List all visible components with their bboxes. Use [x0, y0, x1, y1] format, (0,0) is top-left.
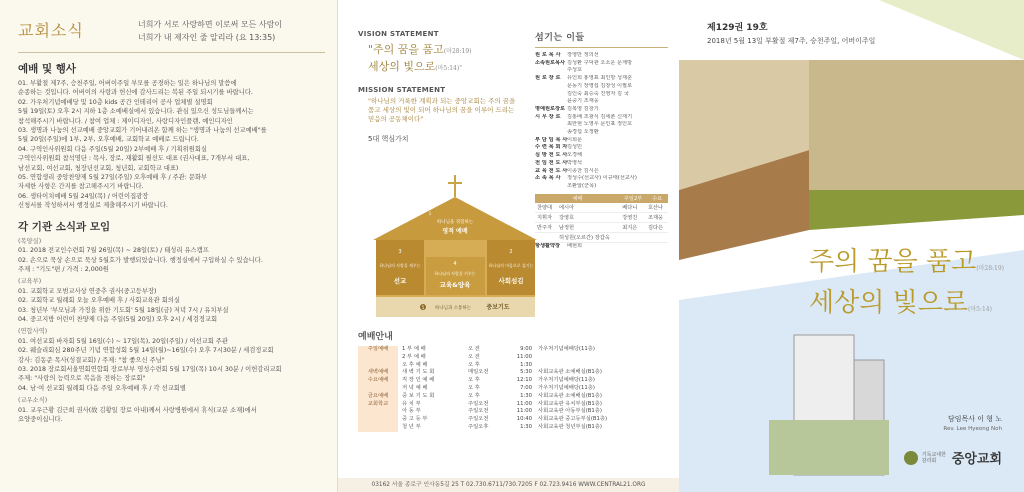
list-item: 06. 생타이치예배 5월 24일(목) / 어린이집광장 — [18, 192, 149, 200]
worship-table — [358, 346, 668, 432]
worship-cell: 7:00 — [520, 384, 532, 391]
group-label: (교육부) — [18, 278, 42, 286]
worship-cell: 11:00 — [516, 400, 532, 407]
worship-cell: 주일오후 — [468, 423, 489, 430]
duty-cell: 최지은 — [620, 222, 646, 232]
group-list — [18, 406, 325, 425]
duty-header-cell: 수요 — [646, 194, 668, 203]
staff-role: 심 방 전 도 사 — [535, 152, 568, 159]
worship-cell — [358, 385, 398, 393]
staff-role: 전 임 전 도 사 — [535, 159, 568, 166]
group-list — [18, 287, 325, 325]
value-base-label: 중보기도 — [486, 304, 510, 311]
value-right-label: 사회섬김 — [498, 277, 524, 285]
church-logo-icon — [904, 451, 918, 465]
staff-role: 원 로 장 로 — [535, 75, 561, 82]
staff-names: 박영석 — [567, 159, 583, 166]
list-item: 02. 손으로 묵상 손으로 묵상 5월호가 발행되었습니다. 행정실에서 구입하실 수 있습니다. — [18, 256, 263, 264]
list-item: 참석해주시기 바랍니다. / 참여 업체 : 제이디자인, 사랑디자인플랜, 예인디자인 — [18, 117, 233, 125]
issue-number: 제129권 19호 — [707, 23, 768, 33]
staff-row — [535, 144, 668, 152]
vision-line-2: 세상의 빛으로 — [368, 60, 436, 73]
worship-row — [358, 354, 668, 362]
list-item: 5월 20일(주일)에 1부, 2부, 오후예배, 교회학교 예배로 드립니다. — [18, 136, 199, 144]
worship-cell: 교회학교 — [358, 401, 398, 409]
worship-cell: 새벽예배 — [358, 369, 398, 377]
list-item: 01. 교회학교 모범교사상 연중추 권사(중고등부장) — [18, 287, 157, 295]
list-item: 02. 웨슬리회심 280주년 기념 연합성회 5월 14일(월)~16일(수) 오후 7시30분 / 세검정교회 — [18, 347, 274, 355]
staff-row — [535, 137, 668, 145]
staff-role: 소 속 목 사 — [535, 175, 561, 182]
divider — [535, 47, 668, 48]
duty-cell: 김다은 — [646, 222, 668, 232]
duty-row — [535, 232, 668, 242]
worship-cell: 12:10 — [516, 377, 532, 384]
duty-cell — [646, 232, 668, 242]
pastor-name-en: Rev. Lee Hyeong Noh — [943, 426, 1002, 432]
staff-row — [535, 83, 668, 91]
list-item: 주제: "사랑의 능력으로 복음을 전하는 장로회" — [18, 375, 146, 383]
worship-cell: 새 벽 기 도 회 — [402, 369, 435, 376]
worship-cell: 오 후 예 배 — [402, 361, 428, 368]
worship-row — [358, 408, 668, 416]
worship-cell: 주일예배 — [358, 346, 398, 354]
vision-line-1: "주의 꿈을 품고 — [368, 43, 444, 56]
staff-row — [535, 129, 668, 137]
duty-table — [535, 194, 668, 243]
list-item: 남선교회, 여선교회, 청장년선교회, 청년회, 교회학교 대표) — [18, 164, 179, 172]
group-label: (교우소식) — [18, 397, 48, 405]
church-signature — [904, 448, 1002, 467]
core-values-church-diagram — [368, 175, 543, 325]
staff-row — [535, 121, 668, 129]
worship-cell: 유 치 부 — [402, 400, 421, 407]
staff-names: 이희문 — [567, 136, 583, 143]
staff-row — [535, 106, 668, 114]
value-mid-num: 4 — [453, 261, 457, 267]
photo-worship — [809, 60, 1024, 190]
value-mid-label: 교육&양육 — [439, 281, 471, 289]
staff-names: 장영만 정의선 — [567, 52, 599, 58]
core-values-title: 5대 핵심가치 — [368, 135, 409, 143]
list-item: 01. 여선교회 바자회 5월 16일(수) ~ 17일(목), 20일(주일) / 여선교회 주관 — [18, 337, 228, 345]
theme-line-1: 주의 꿈을 품고 — [809, 247, 977, 277]
value-top-desc: 하나님을 경험하는 — [436, 220, 474, 225]
worship-cell: 수요예배 — [358, 377, 398, 385]
duty-cell — [620, 232, 646, 242]
denomination: 기독교대한감리회 — [921, 451, 946, 464]
staff-title: 섬기는 이들 — [535, 33, 585, 43]
staff-names: 송경섭 오정환 — [567, 129, 599, 136]
duty-header-cell: 예배 — [535, 194, 620, 203]
worship-cell: 오 전 — [468, 346, 480, 352]
list-item: 02. 교회학교 월례회 오늘 오후예배 후 / 사회교육관 회의실 — [18, 297, 180, 305]
duty-row — [535, 222, 668, 232]
worship-cell: 1:30 — [520, 392, 532, 399]
duty-row — [535, 212, 668, 222]
worship-cell: 중 보 기 도 회 — [402, 392, 435, 399]
staff-row — [535, 168, 668, 176]
duty-cell: 찬양대 — [535, 203, 557, 213]
worship-cell — [538, 354, 668, 362]
worship-cell: 오 후 — [468, 392, 480, 399]
worship-cell: 사회교육관 중고등부실(B1층) — [538, 416, 608, 423]
news-panel — [0, 0, 338, 492]
staff-names: 최한현 노영우 문인표 정인호 — [567, 121, 633, 128]
staff-role: 수 련 목 회 자 — [535, 144, 568, 151]
worship-cell: 저 녁 예 배 — [402, 384, 428, 391]
staff-names: 이종찬 김시은 — [567, 167, 599, 174]
verse-line-1: 너희가 서로 사랑하면 이로써 모든 사람이 — [138, 20, 283, 29]
staff-names: 유인희 홍영표 최인방 성재훈 — [567, 75, 633, 82]
duty-cell: 베다니 — [620, 203, 646, 213]
duty-extra-label: 항생활약장 — [535, 242, 561, 249]
worship-cell: 9:00 — [520, 346, 532, 352]
staff-names: 김복영 김창기 — [567, 105, 599, 112]
duty-cell: 허성원(오르간) 장갑옥 — [557, 232, 620, 242]
worship-cell: 1:30 — [520, 361, 532, 368]
worship-cell: 가우처기념예배당(11층) — [538, 384, 595, 391]
staff-row — [535, 114, 668, 122]
duty-cell: 강영호 — [557, 212, 620, 222]
worship-cell: 오 전 — [468, 353, 480, 360]
worship-cell — [358, 424, 398, 432]
section-worship-events-title: 예배 및 행사 — [18, 63, 77, 75]
staff-row — [535, 60, 668, 68]
worship-cell: 오 후 — [468, 384, 480, 391]
worship-cell: 직 장 인 예 배 — [402, 377, 435, 384]
list-item: 01. 부활절 제7주, 승천주일, 어버이주일 부모를 공경하는 일은 하나님의 말씀에 — [18, 80, 237, 87]
worship-cell: 아 동 부 — [402, 408, 421, 415]
worship-cell: 가우처기념예배당(11층) — [538, 346, 595, 352]
staff-role: 원 로 목 사 — [535, 52, 561, 58]
theme-line-2: 세상의 빛으로 — [809, 288, 968, 318]
value-base-desc: 하나님과 소통하는 — [434, 306, 472, 311]
list-item: 구역인사위원회 참석명단 : 목사, 장로, 재활회 필선도 대표 (권사대표, 7개부서 대표, — [18, 155, 250, 163]
duty-extra — [535, 243, 668, 251]
staff-names: 주성호 — [567, 67, 583, 74]
worship-cell: 오 후 — [468, 361, 480, 368]
value-top-label: 영적 예배 — [442, 228, 468, 235]
worship-cell: 1 부 예 배 — [402, 346, 426, 352]
staff-role: 부 담 임 목 사 — [535, 136, 568, 143]
list-item: 03. 생명과 나눔의 선교예배 중앙교회가 기어내려온 함께 하는 "생명과 나눔의 선교예배"를 — [18, 127, 267, 135]
staff-role: 소속원로목사 — [535, 59, 566, 66]
worship-cell: 주일오전 — [468, 416, 489, 423]
staff-names: 김성환 구덕관 오소운 문계방 — [567, 59, 633, 66]
worship-cell: 중 고 등 부 — [402, 416, 428, 423]
staff-row — [535, 183, 668, 191]
list-item: 04. 남·여 선교회 월례회 다음 주일 오후예배 후 / 각 선교회별 — [18, 384, 186, 392]
duty-row — [535, 203, 668, 213]
duty-cell: 반주자 — [535, 222, 557, 232]
worship-cell: 10:40 — [516, 416, 532, 423]
worship-cell: 사회교육관 유치부실(B1층) — [538, 400, 602, 407]
staff-role: 시 무 장 로 — [535, 113, 561, 120]
list-item: 04. 중고지방 어린이 찬양제 다음 주일(5월 20일) 오후 2시 / 세검정교회 — [18, 315, 218, 323]
worship-cell: 사회교육관 소예배실(B1층) — [538, 392, 602, 399]
staff-names: 김성민 — [567, 144, 583, 151]
worship-row — [358, 385, 668, 393]
duty-cell: 조재웅 — [646, 212, 668, 222]
staff-column — [535, 30, 668, 250]
worship-row — [358, 416, 668, 424]
worship-row — [358, 377, 668, 385]
worship-cell — [358, 416, 398, 424]
value-left-label: 선교 — [393, 277, 407, 285]
list-item: 자세한 사항은 간지를 참고해주시기 바랍니다. — [18, 183, 144, 191]
worship-cell: 사회교육관 청년부실(B1층) — [538, 423, 602, 430]
list-item: 신청서를 작성하셔서 행정실로 제출해주시기 바랍니다. — [18, 202, 168, 210]
worship-cell: 청 년 부 — [402, 423, 421, 430]
list-item: 03. 청년부 '부모님과 가정을 위한 기도회' 5월 18일(금) 저녁 7시 / 유치부실 — [18, 306, 229, 314]
worship-cell: 1:30 — [520, 423, 532, 430]
worship-cell — [358, 354, 398, 362]
trees — [769, 420, 889, 475]
worship-cell: 오 후 — [468, 377, 480, 384]
list-item: 순종하는 것입니다. 어버이의 사랑과 헌신에 감사드리는 복된 주일 되시기를 바랍니다. — [18, 89, 253, 97]
worship-cell: 11:00 — [516, 408, 532, 415]
mission-text: "하나님의 거룩한 계획과 되는 중앙교회는 주의 꿈을 품고 세상의 빛이 되어 하나님의 꿈을 이루어 드리는 믿음의 공동체이다" — [368, 97, 516, 123]
deco-green-band — [809, 190, 1024, 230]
staff-list — [535, 52, 668, 191]
list-item: 01. 2018 전교인수련회 7월 26일(목) ~ 28일(토) / 태성리 유스캠프 — [18, 247, 209, 255]
staff-role: 명예원로장로 — [535, 105, 566, 112]
duty-cell: 남정헌 — [557, 222, 620, 232]
staff-row — [535, 160, 668, 168]
issue-date: 2018년 5월 13일 부활절 제7주, 승천주일, 어버이주일 — [707, 37, 876, 45]
theme-ref-1: (마28:19) — [976, 265, 1005, 272]
staff-names: 김인숙 최승숙 진영자 김 국 — [567, 90, 629, 97]
deco-top-right — [879, 0, 1024, 60]
value-left-num: 3 — [398, 249, 402, 255]
theme-ref-2: (마5:14) — [967, 306, 992, 313]
worship-cell: 사회교육관 아동부실(B1층) — [538, 408, 602, 415]
worship-cell: 주일오전 — [468, 400, 489, 407]
cover-theme — [809, 245, 1004, 327]
group-label: (목양실) — [18, 237, 42, 245]
duty-header-cell: 주일2부 — [620, 194, 646, 203]
staff-role: 교 육 전 도 사 — [535, 167, 568, 174]
vision-ref-1: (마28:19) — [443, 48, 472, 55]
value-right-num: 2 — [509, 249, 513, 255]
vision-panel — [338, 0, 679, 492]
staff-row — [535, 67, 668, 75]
duty-cell: 지휘자 — [535, 212, 557, 222]
value-mid-desc: 하나님의 사람을 키우는 — [434, 271, 476, 276]
duty-table-header — [535, 194, 668, 203]
staff-names: 조환알(군목) — [567, 182, 597, 189]
list-item: 04. 구역인사위원회 다음 주일(5월 20일) 2부예배 후 / 기획위원회실 — [18, 145, 207, 153]
group-list — [18, 246, 325, 274]
staff-row — [535, 75, 668, 83]
group-label: (연합사역) — [18, 328, 48, 336]
duty-cell: 강영진 — [620, 212, 646, 222]
news-verse — [138, 18, 325, 44]
church-name: 중앙교회 — [951, 452, 1002, 467]
worship-cell: 가우처기념예배당(11층) — [538, 377, 595, 384]
list-item: 강사: 김동준 목사(성결교회) / 주제: "참 좋으신 주님" — [18, 356, 165, 364]
worship-title: 예배안내 — [358, 332, 393, 342]
list-item: 02. 가우처기념예배당 및 10층 kids 공간 인테리어 공사 업체별 설명회 — [18, 98, 213, 106]
staff-row — [535, 98, 668, 106]
section-worship-events — [18, 79, 325, 211]
staff-row — [535, 91, 668, 99]
worship-cell: 금요예배 — [358, 393, 398, 401]
worship-cell: 매일오전 — [468, 369, 489, 376]
worship-cell — [358, 408, 398, 416]
worship-cell: 사회교육관 소예배실(B1층) — [538, 369, 602, 376]
news-title: 교회소식 — [18, 21, 84, 40]
group-list — [18, 337, 325, 393]
staff-row — [535, 152, 668, 160]
worship-row — [358, 346, 668, 354]
staff-names: 김홍배 조광식 김세춘 신재기 — [567, 113, 633, 120]
worship-row — [358, 424, 668, 432]
worship-cell: 5:30 — [520, 369, 532, 376]
worship-cell: 11:00 — [516, 353, 532, 360]
vision-title: VISION STATEMENT — [358, 30, 439, 38]
duty-cell — [535, 232, 557, 242]
staff-names: 오경해 — [567, 152, 583, 159]
worship-cell: 주일오전 — [468, 408, 489, 415]
worship-row — [358, 393, 668, 401]
staff-row — [535, 52, 668, 60]
list-item: 5월 19일(토) 오후 2시 지하 1층 소예배실에서 있습니다. 관심 있으신 성도님들께서는 — [18, 108, 254, 116]
duty-extra-value: 배현희 — [567, 242, 583, 249]
list-item: 요양중이십니다. — [18, 416, 63, 423]
section-organizations-title: 각 기관 소식과 모임 — [18, 220, 111, 233]
duty-cell: 에시아 — [557, 203, 620, 213]
vision-ref-2: (마5:14)" — [435, 65, 462, 72]
list-item: 01. 교우근황 김근희 권사(故 김황일 장로 아내)께서 사랑병원에서 휴식(교분 소재)에서 — [18, 406, 257, 414]
value-top-num: 1 — [428, 211, 432, 216]
worship-guide — [358, 329, 668, 432]
news-header — [18, 18, 325, 53]
verse-line-2: 너희가 내 제자인 줄 알리라 (요 13:35) — [138, 33, 276, 42]
pastor-name: 담임목사 이 형 노 — [947, 415, 1002, 423]
list-item: 05. 연합생리 중앙찬양제 5월 27일(주일) 오후예배 후 / 주관: 문화부 — [18, 174, 208, 182]
value-base-num: 5 — [421, 305, 425, 310]
worship-cell: 2 부 예 배 — [402, 353, 426, 360]
list-item: 03. 2018 장로회서울연회연합회 장로부부 영성수련회 5월 17일(목) 10시 30분 / 이헌감리교회 — [18, 365, 282, 373]
staff-names: 문동기 장영섭 김창성 이필로 — [567, 82, 633, 89]
value-right-desc: 하나님의 마음으로 섬기는 — [488, 263, 534, 268]
cover-panel — [679, 0, 1024, 492]
footer-contact: 03162 서울 종로구 인사동5길 25 T 02.730.6711/730.7205 F 02.723.9416 WWW.CENTRAL21.ORG — [338, 478, 679, 492]
mission-title: MISSION STATEMENT — [358, 86, 446, 94]
staff-names: 윤중기 조재웅 — [567, 98, 599, 105]
staff-row — [535, 175, 668, 183]
value-left-desc: 하나님의 사랑을 세우는 — [379, 263, 421, 268]
staff-names: 정성수(선교사) 이규태(선교사) — [567, 175, 637, 182]
list-item: 주제 : "기도"편 / 가격 : 2,000원 — [18, 265, 109, 273]
duty-cell: 호산나 — [646, 203, 668, 213]
